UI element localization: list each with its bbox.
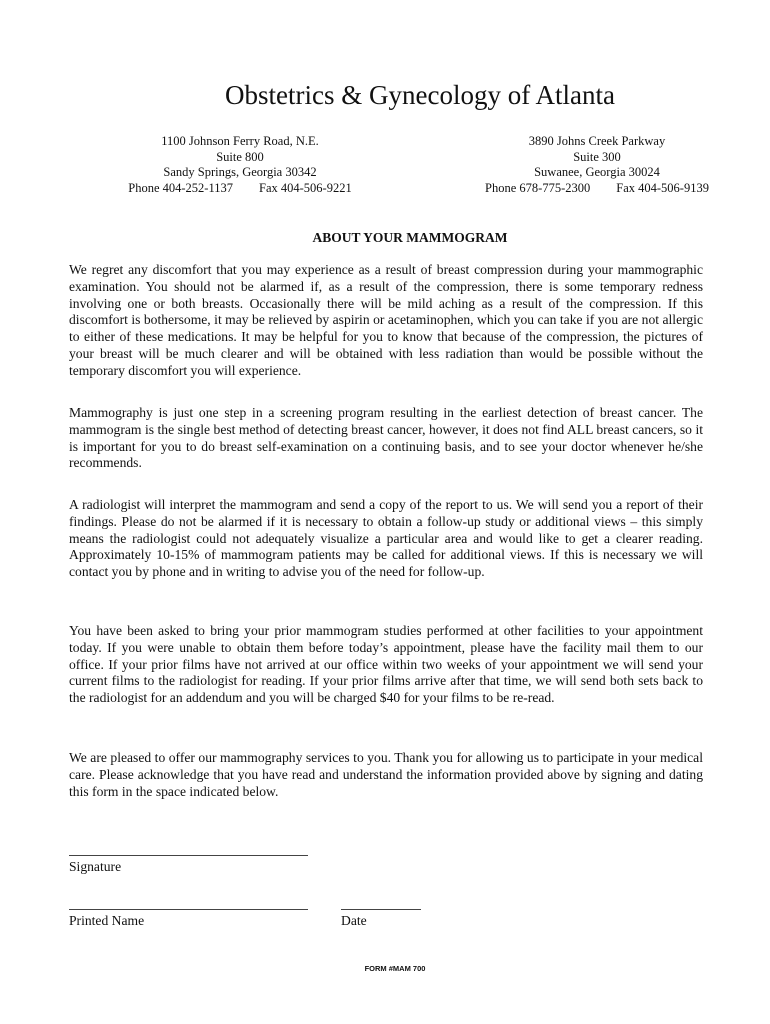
date-line[interactable] — [341, 909, 421, 910]
office-fax: Fax 404-506-9221 — [259, 180, 352, 195]
office-phone: Phone 404-252-1137 — [128, 180, 234, 195]
office-phone: Phone 678-775-2300 — [485, 180, 591, 195]
form-number: FORM #MAM 700 — [364, 964, 426, 973]
paragraph-prior-studies: You have been asked to bring your prior mammogram studies performed at other facilities to your appointment today. If you were unable to obtain them before today’s appointment, please have the facility mail them to our office. If your prior films have not arrived at our office within two weeks of your appointment we will send your current films to the radiologist for reading. If your prior films arrive after that time, we will send both sets back to the radiologist for an addendum and you will be charged $40 for your films to be re-read. — [69, 623, 703, 706]
practice-title: Obstetrics & Gynecology of Atlanta — [225, 80, 615, 110]
office-street: 3890 Johns Creek Parkway — [528, 134, 666, 148]
office-suite: Suite 800 — [216, 149, 264, 164]
office-address-sandy-springs — [110, 134, 370, 196]
paragraph-acknowledgement: We are pleased to offer our mammography services to you. Thank you for allowing us to participate in your medical care. Please acknowledge that you have read and understand the information provided above by signing and dating this form in the space indicated below. — [69, 750, 703, 799]
office-fax: Fax 404-506-9139 — [616, 180, 709, 195]
office-suite: Suite 300 — [573, 149, 621, 164]
office-street: 1100 Johnson Ferry Road, N.E. — [161, 134, 319, 148]
office-contact-row — [462, 181, 732, 197]
paragraph-compression: We regret any discomfort that you may experience as a result of breast compression during your mammographic examination. You should not be alarmed if, as a result of the compression, there is some temporary redness involving one or both breasts. Occasionally there will be mild aching as a result of the compression. If this discomfort is bothersome, it may be relieved by aspirin or acetaminophen, which you can take if you are not allergic to either of these medications. It may be helpful for you to know that because of the compression, the pictures of your breast will be much clearer and will be obtained with less radiation than would be possible without the temporary discomfort you will experience. — [69, 262, 703, 378]
paragraph-screening: Mammography is just one step in a screening program resulting in the earliest detection of breast cancer. The mammogram is the single best method of detecting breast cancer, however, it does not find ALL breast cancers, so it is important for you to do breast self-examination on a continuing basis, and to see your doctor whenever he/she recommends. — [69, 405, 703, 471]
document-heading: ABOUT YOUR MAMMOGRAM — [312, 230, 508, 245]
office-contact-row — [110, 181, 370, 197]
signature-line[interactable] — [69, 855, 308, 856]
printed-name-label: Printed Name — [69, 913, 145, 928]
printed-name-line[interactable] — [69, 909, 308, 910]
date-label: Date — [341, 913, 367, 928]
office-city: Sandy Springs, Georgia 30342 — [163, 165, 317, 179]
office-city: Suwanee, Georgia 30024 — [534, 165, 660, 179]
paragraph-radiologist: A radiologist will interpret the mammogram and send a copy of the report to us. We will send you a report of their findings. Please do not be alarmed if it is necessary to obtain a follow-up study or additional views – this simply means the radiologist could not adequately visualize a particular area and would like to get a clearer reading. Approximately 10-15% of mammogram patients may be called for additional views. If this is necessary we will contact you by phone and in writing to advise you of the need for follow-up. — [69, 497, 703, 580]
office-address-suwanee — [462, 134, 732, 196]
signature-label: Signature — [69, 859, 122, 874]
